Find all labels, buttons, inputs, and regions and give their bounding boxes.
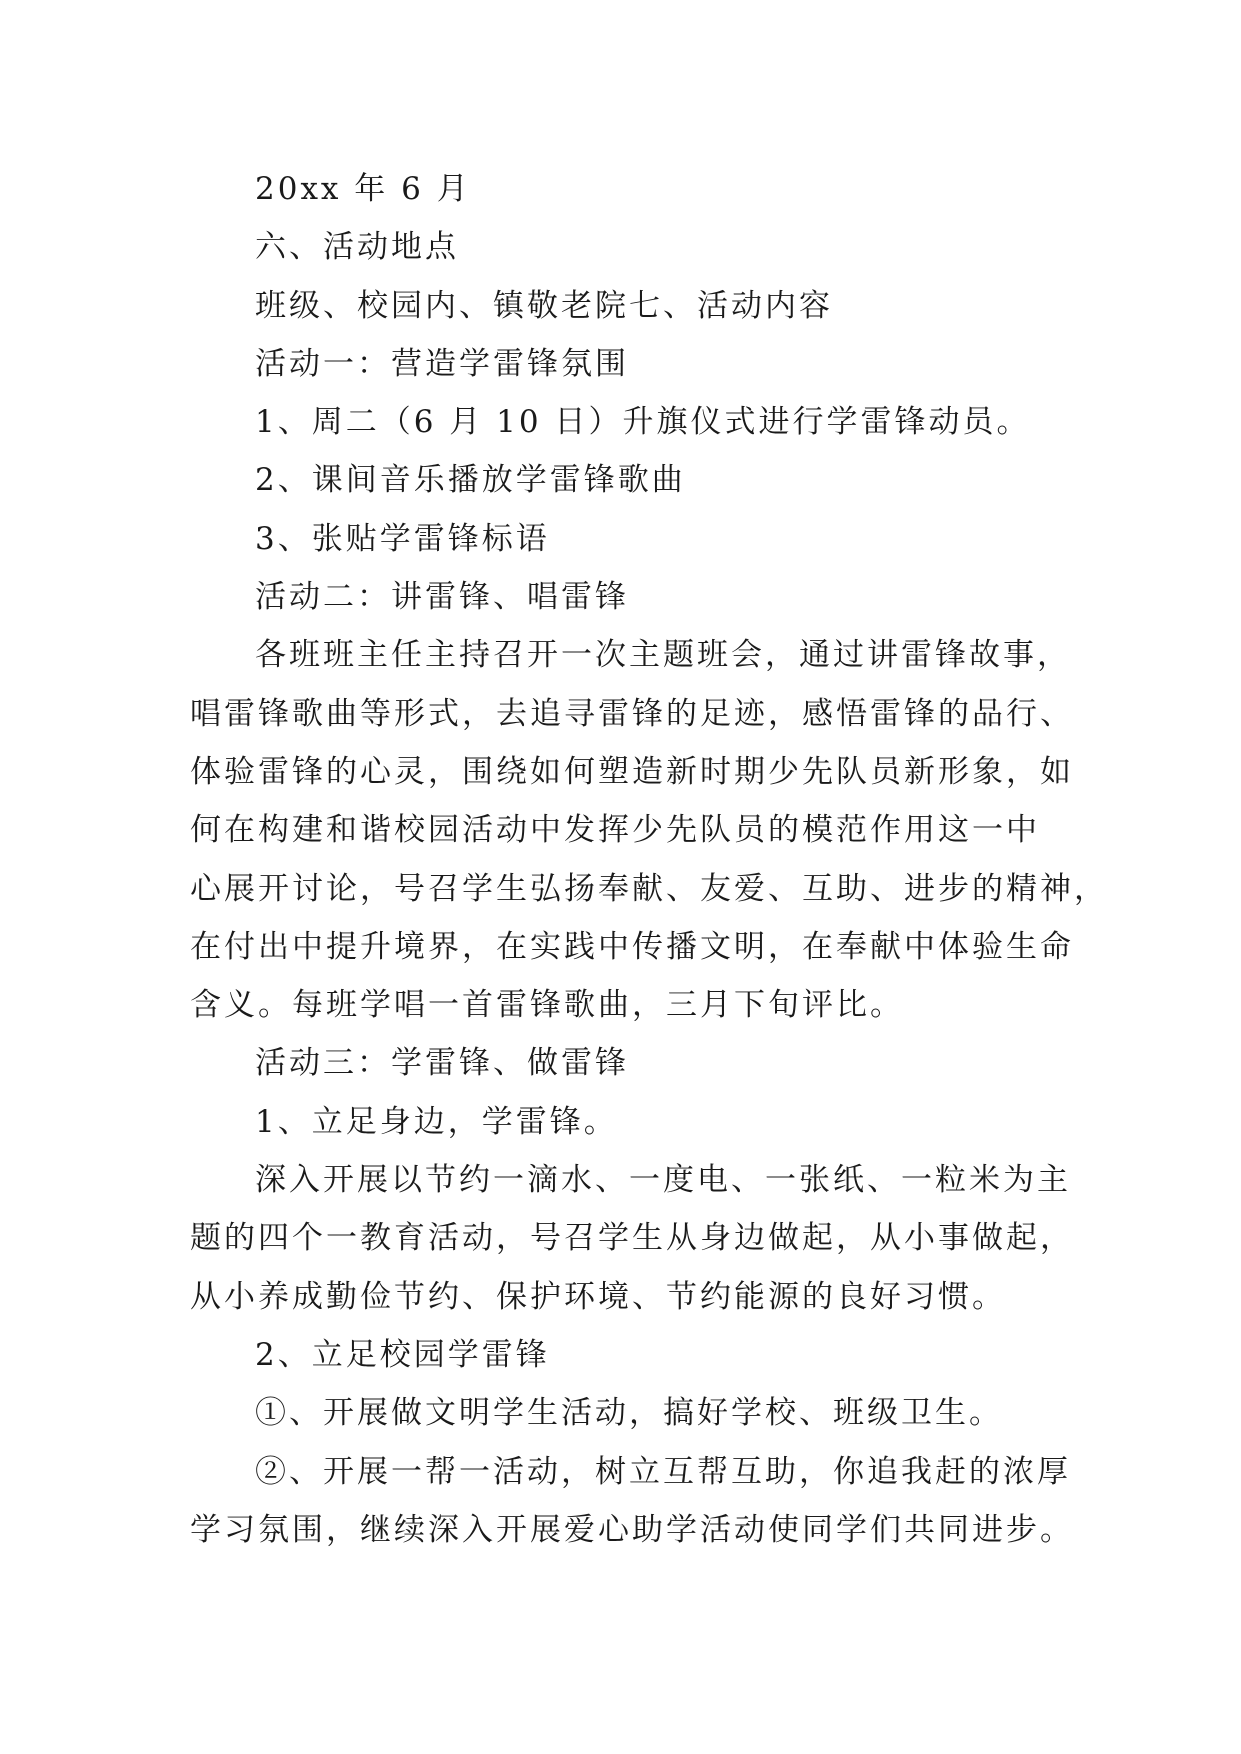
paragraph-line: 深入开展以节约一滴水、一度电、一张纸、一粒米为主 xyxy=(255,1162,1071,1199)
paragraph-line: 学习氛围，继续深入开展爱心助学活动使同学们共同进步。 xyxy=(190,1511,1074,1548)
list-item: 2、立足校园学雷锋 xyxy=(255,1336,550,1373)
paragraph-line: 题的四个一教育活动，号召学生从身边做起，从小事做起， xyxy=(190,1220,1074,1257)
paragraph-line: 体验雷锋的心灵，围绕如何塑造新时期少先队员新形象，如 xyxy=(190,753,1074,790)
list-item: ①、开展做文明学生活动，搞好学校、班级卫生。 xyxy=(255,1395,1003,1432)
paragraph-line: 心展开讨论，号召学生弘扬奉献、友爱、互助、进步的精神， xyxy=(190,870,1108,907)
paragraph-line: 各班班主任主持召开一次主题班会，通过讲雷锋故事， xyxy=(255,637,1071,674)
date-line: 20xx 年 6 月 xyxy=(255,171,471,207)
list-item: 1、立足身边，学雷锋。 xyxy=(255,1103,618,1140)
list-item: 3、张贴学雷锋标语 xyxy=(255,520,550,557)
paragraph-line: 何在构建和谐校园活动中发挥少先队员的模范作用这一中 xyxy=(190,812,1040,849)
paragraph-line: 唱雷锋歌曲等形式，去追寻雷锋的足迹，感悟雷锋的品行、 xyxy=(190,695,1074,732)
list-item: 2、课间音乐播放学雷锋歌曲 xyxy=(255,462,686,499)
document-body xyxy=(190,160,1108,1559)
activity-heading: 活动二：讲雷锋、唱雷锋 xyxy=(255,579,629,616)
paragraph-line: ②、开展一帮一活动，树立互帮互助，你追我赶的浓厚 xyxy=(255,1453,1071,1490)
paragraph-line: 从小养成勤俭节约、保护环境、节约能源的良好习惯。 xyxy=(190,1278,1006,1315)
section-heading: 六、活动地点 xyxy=(255,229,459,266)
activity-heading: 活动一：营造学雷锋氛围 xyxy=(255,345,629,382)
text-line: 班级、校园内、镇敬老院七、活动内容 xyxy=(255,287,833,324)
paragraph-line: 含义。每班学唱一首雷锋歌曲，三月下旬评比。 xyxy=(190,987,904,1024)
activity-heading: 活动三：学雷锋、做雷锋 xyxy=(255,1045,629,1082)
list-item: 1、周二（6 月 10 日）升旗仪式进行学雷锋动员。 xyxy=(255,404,1031,441)
paragraph-line: 在付出中提升境界，在实践中传播文明，在奉献中体验生命 xyxy=(190,928,1074,965)
